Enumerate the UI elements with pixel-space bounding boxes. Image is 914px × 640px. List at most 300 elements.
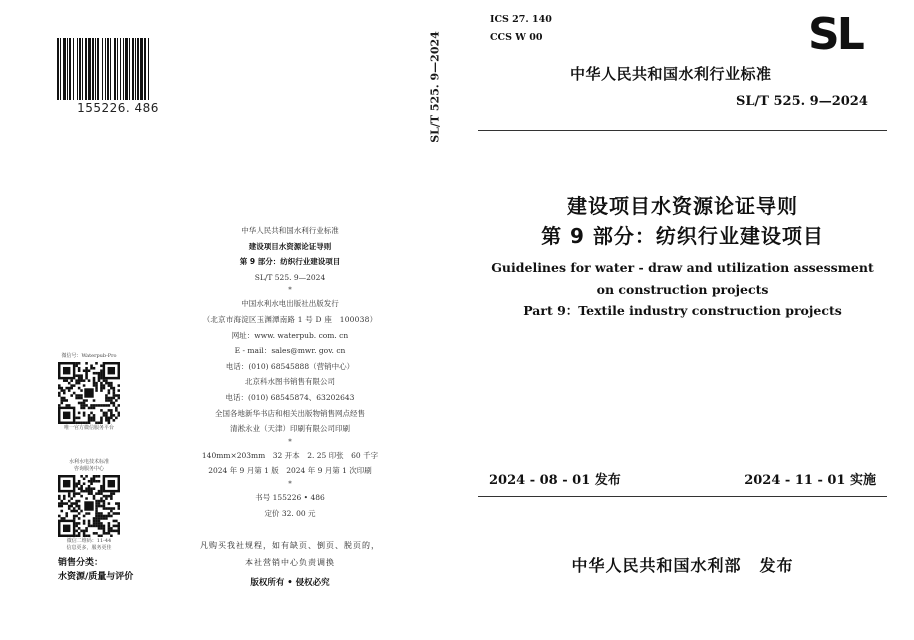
qr-module [90,404,93,407]
colophon-book-number: 书号 155226 • 486 [255,492,325,502]
qr-module [68,389,71,392]
qr-module [110,507,113,510]
qr-module [118,397,120,400]
qr-module [100,485,103,488]
colophon-publisher: 中国水利水电出版社出版发行 [241,299,339,309]
qr-module [88,407,91,410]
qr-module [103,505,106,508]
qr-module [60,517,63,520]
service-qr-code[interactable] [58,475,120,537]
qr-module [75,394,78,397]
qr-module [85,422,88,424]
effective-date: 2024 - 11 - 01 实施 [744,473,876,488]
sales-label: 销售分类： [58,558,104,568]
qr-module [103,414,106,417]
qr-module [95,362,98,365]
qr-module [108,527,111,530]
qr-module [95,389,98,392]
qr-module [85,372,88,375]
qr-module [105,517,108,520]
qr-module [95,480,98,483]
qr-module [118,532,120,535]
qr-module [63,389,66,392]
barcode-bar [60,38,61,100]
standard-number: SL/T 525. 9—2024 [736,94,868,109]
qr-module [105,495,108,498]
colophon-address: （北京市海淀区玉渊潭南路 1 号 D 座 100038） [202,314,378,324]
qr-module [118,505,120,508]
qr-module [93,417,96,420]
qr-module [80,510,83,513]
qr-module [108,384,111,387]
qr-module [80,422,83,424]
qr-module [113,512,116,515]
qr-finder [63,412,70,419]
qr-module [100,409,103,412]
qr-module [83,530,86,533]
qr-module [68,507,71,510]
barcode-bar [137,38,139,100]
qr-module [73,384,76,387]
qr-module [65,502,68,505]
qr-module [108,512,111,515]
qr-module [83,399,86,402]
barcode-bar [92,38,94,100]
qr-module [93,367,96,370]
qr-module [105,379,108,382]
qr-module [78,422,81,424]
colophon-format: 140mm×203mm 32 开本 2. 25 印张 60 千字 [201,450,379,460]
barcode-bar [132,38,134,100]
colophon-category: 中华人民共和国水利行业标准 [241,226,339,235]
qr-module [80,397,83,400]
qr-module [70,505,73,508]
qr-module [65,379,68,382]
colophon-edition: 2024 年 9 月第 1 版 2024 年 9 月第 1 次印刷 [208,466,372,476]
qr-module [90,417,93,420]
qr-module [60,397,63,400]
qr-module [118,525,120,528]
qr-module [83,532,86,535]
qr-module [78,500,81,503]
colophon-title: 建设项目水资源论证导则 [248,241,332,251]
qr-module [98,527,101,530]
qr-module [93,520,96,523]
qr-module [70,384,73,387]
qr-module [78,394,81,397]
qr-module [70,497,73,500]
qr-module [100,500,103,503]
qr-module [95,502,98,505]
qr-module [100,492,103,495]
qr-module [108,382,111,385]
qr-module [58,384,61,387]
qr-module [103,517,106,520]
qr-module [68,382,71,385]
qr-module [115,417,118,420]
qr-module [90,367,93,370]
qr-module [103,515,106,518]
qr-module [73,502,76,505]
qr-module [78,532,81,535]
qr-module [73,392,76,395]
qr-module [68,505,71,508]
qr-module [60,502,63,505]
qr-module [70,502,73,505]
replacement-notice [170,537,410,571]
qr-module [108,399,111,402]
qr-module [73,495,76,498]
qr-module [100,505,103,508]
qr-module [90,419,93,422]
qr-module [83,402,86,405]
qr-module [85,487,88,490]
qr-module [88,520,91,523]
qr-module [78,517,81,520]
qr-module [75,379,78,382]
qr-module [90,487,93,490]
qr-module [83,407,86,410]
qr-module [75,525,78,528]
qr-module [103,404,106,407]
qr-module [110,535,113,537]
colophon-std-number: SL/T 525. 9—2024 [254,272,326,282]
qr-module [103,412,106,415]
qr-module [58,404,61,407]
qr-module [93,399,96,402]
qr-module [98,505,101,508]
qr-module [100,525,103,528]
qr-module [118,530,120,533]
qr-module [95,387,98,390]
qr-module [95,422,98,424]
qr-module [98,500,101,503]
qr-module [88,369,91,372]
qr-module [80,475,83,478]
qr-module [115,530,118,533]
qr-module [78,379,81,382]
barcode-bar [117,38,118,100]
qr-module [93,419,96,422]
qr-module [60,389,63,392]
qr-module [83,535,86,537]
qr-module [60,399,63,402]
classification-codes [490,11,552,47]
qr-module [73,510,76,513]
qr-module [93,372,96,375]
title-english-line1: Guidelines for water - draw and utilization assessment [491,260,874,275]
qr-module [110,384,113,387]
qr-module [75,362,78,365]
barcode-bar [82,38,83,100]
qr-module [60,505,63,508]
qr-module [78,487,81,490]
qr-module [75,502,78,505]
qr-module [63,397,66,400]
qr-module [98,535,101,537]
copyright-notice: 版权所有 • 侵权必究 [250,578,330,588]
qr-module [60,510,63,513]
qr-module [90,412,93,415]
qr-module [113,530,116,533]
qr-module [58,505,61,508]
qr-module [80,490,83,493]
qr-module [83,369,86,372]
header-divider [478,130,887,131]
qr-module [108,417,111,420]
qr-module [100,497,103,500]
qr-module [100,404,103,407]
colophon-separator: * [288,286,292,295]
qr-module [78,507,81,510]
qr-module [83,422,86,424]
qr-module [75,522,78,525]
qr-module [115,409,118,412]
qr-module [100,487,103,490]
qr-module [95,512,98,515]
qr-module [85,367,88,370]
qr-module [83,522,86,525]
qr-module [78,505,81,508]
qr-module [98,377,101,380]
qr1-caption: 微信号：Waterpub-Pro [61,353,117,359]
qr-module [80,402,83,405]
qr-module [90,492,93,495]
qr-finder [63,367,70,374]
qr-module [85,535,88,537]
qr-module [93,377,96,380]
qr-module [100,490,103,493]
qr-module [108,404,111,407]
qr-module [98,515,101,518]
qr-module [65,515,68,518]
qr-module [100,389,103,392]
qr-module [88,422,91,424]
colophon-price: 定价 32. 00 元 [264,508,316,518]
qr-module [75,397,78,400]
qr-module [90,407,93,410]
qr-module [95,532,98,535]
qr-module [108,419,111,422]
title-chinese-line2: 第 9 部分：纺织行业建设项目 [541,224,824,248]
qr-module [63,502,66,505]
qr-module [63,392,66,395]
qr-module [93,382,96,385]
qr-module [78,367,81,370]
qr-module [93,487,96,490]
qr-module [85,512,88,515]
barcode-bar [140,38,143,100]
qr-module [93,495,96,498]
title-chinese-line1: 建设项目水资源论证导则 [567,194,798,218]
colophon-separator: * [288,479,292,488]
qr-module [108,495,111,498]
qr-module [78,417,81,420]
colophon-printer: 清淞永业（天津）印刷有限公司印刷 [230,424,350,434]
qr-module [98,372,101,375]
qr-module [85,362,88,365]
colophon-phone-sales: 电话：(010) 68545888（营销中心） [225,361,355,371]
qr-module [58,495,61,498]
qr-module [95,522,98,525]
qr-module [63,495,66,498]
qr-module [108,532,111,535]
qr-module [108,422,111,424]
standard-category: 中华人民共和国水利行业标准 [570,65,772,83]
qr-module [88,490,91,493]
qr-module [118,507,120,510]
ics-code: ICS 27. 140 [490,14,552,25]
qr-module [105,399,108,402]
qr-module [105,382,108,385]
qr-module [85,497,88,500]
qr-module [95,475,98,478]
qr-module [95,382,98,385]
qr-module [98,522,101,525]
qr-module [115,520,118,523]
qr-module [100,512,103,515]
qr-module [103,507,106,510]
barcode-bar [57,38,59,100]
barcode-bar [73,38,74,100]
qr-module [103,500,106,503]
qr-module [83,482,86,485]
qr-module [83,490,86,493]
qr-module [113,387,116,390]
qr-module [103,495,106,498]
issuer-name: 中华人民共和国水利部 [571,556,742,575]
qr-module [80,407,83,410]
qr-module [75,535,78,537]
qr-module [100,377,103,380]
qr-module [110,527,113,530]
qr-module [80,389,83,392]
qr-module [88,417,91,420]
qr-module [65,512,68,515]
qr-module [98,490,101,493]
qr-module [93,379,96,382]
qr-module [98,475,101,478]
qr-module [88,512,91,515]
qr-module [73,515,76,518]
qr-module [90,482,93,485]
qr-module [110,399,113,402]
title-english-line3: Part 9：Textile industry construction projects [523,303,842,318]
colophon-phone-distributor: 电话：(010) 68545874、63202643 [225,392,355,402]
qr-module [83,404,86,407]
qr-module [78,535,81,537]
qr-module [100,374,103,377]
qr2-caption-line1: 水利水电技术标准 [68,459,109,465]
qr-module [80,530,83,533]
barcode [57,38,179,100]
qr-module [98,502,101,505]
qr-module [118,502,120,505]
qr-module [105,507,108,510]
qr-module [118,384,120,387]
qr-module [95,520,98,523]
qr-module [78,522,81,525]
colophon-distributor: 北京科水图书销售有限公司 [245,377,335,387]
qr-module [95,515,98,518]
qr-module [105,412,108,415]
qr-module [95,525,98,528]
qr-module [90,364,93,367]
barcode-bar [67,38,68,100]
barcode-bar [95,38,96,100]
qr-module [105,397,108,400]
qr-module [110,492,113,495]
wechat-qr-code[interactable] [58,362,120,424]
qr-module [58,515,61,518]
qr-module [93,517,96,520]
qr-module [105,417,108,420]
qr-module [103,527,106,530]
qr-module [78,412,81,415]
qr-module [113,389,116,392]
qr-module [98,512,101,515]
qr-module [95,372,98,375]
qr-module [105,497,108,500]
qr-module [68,492,71,495]
qr-module [85,399,88,402]
qr-center-logo [84,388,93,397]
qr-module [100,419,103,422]
qr-module [100,387,103,390]
qr-module [78,369,81,372]
qr-module [108,522,111,525]
qr-module [113,402,116,405]
qr-module [95,505,98,508]
qr-module [110,409,113,412]
qr-module [110,382,113,385]
qr-module [100,517,103,520]
qr-module [85,490,88,493]
qr-module [110,412,113,415]
qr-module [100,384,103,387]
qr-module [108,389,111,392]
qr-module [63,379,66,382]
qr-module [58,387,61,390]
qr-module [113,419,116,422]
qr-module [110,497,113,500]
qr-module [83,515,86,518]
qr-module [108,409,111,412]
colophon [180,223,400,521]
qr-module [93,522,96,525]
barcode-bar [135,38,136,100]
barcode-bar [144,38,146,100]
qr-module [85,374,88,377]
qr-module [78,527,81,530]
colophon-separator: * [288,437,292,446]
qr-module [75,530,78,533]
qr-module [80,487,83,490]
qr-module [113,392,116,395]
qr-module [100,417,103,420]
qr-module [58,394,61,397]
barcode-bar [85,38,87,100]
qr-module [118,512,120,515]
qr-module [80,394,83,397]
issuing-authority [478,553,887,576]
qr-module [100,515,103,518]
qr-module [100,382,103,385]
qr-module [78,480,81,483]
qr-module [115,407,118,410]
barcode-bar [77,38,78,100]
qr-module [118,527,120,530]
